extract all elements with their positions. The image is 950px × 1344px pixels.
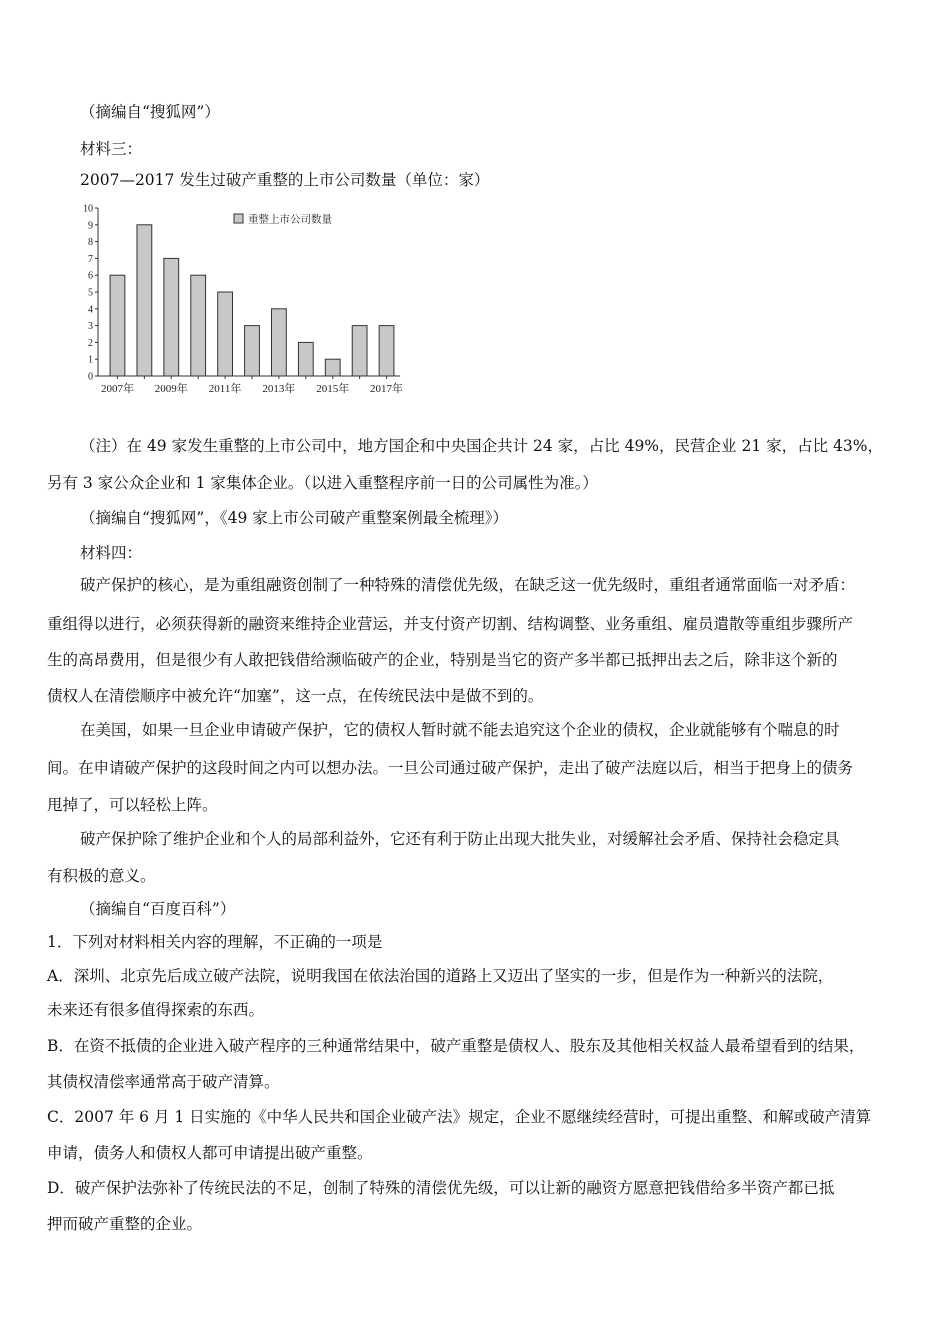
bar-2013年 [272, 309, 287, 376]
option-d-line-1[interactable]: D．破产保护法弥补了传统民法的不足，创制了特殊的清偿优先级，可以让新的融资方愿意把钱借给多半资产都已抵 [47, 1179, 835, 1197]
legend-swatch [234, 214, 243, 223]
y-tick-label: 8 [88, 237, 93, 249]
bar-2010年 [191, 275, 206, 376]
bar-2012年 [245, 326, 260, 376]
y-tick-label: 3 [88, 321, 93, 333]
y-tick-label: 6 [88, 270, 93, 282]
m4-p3-line-2: 有积极的意义。 [47, 867, 156, 885]
bar-2008年 [137, 225, 152, 376]
m4-p2-line-2: 间。在申请破产保护的这段时间之内可以想办法。一旦公司通过破产保护，走出了破产法庭以后，相当于把身上的债务 [47, 759, 854, 777]
x-tick-label: 2011年 [208, 383, 242, 395]
y-tick-label: 7 [88, 253, 93, 265]
y-tick-label: 2 [88, 337, 93, 349]
y-tick-label: 1 [88, 354, 93, 366]
option-c-line-1[interactable]: C．2007 年 6 月 1 日实施的《中华人民共和国企业破产法》规定，企业不愿继续经营时，可提出重整、和解或破产清算 [47, 1108, 872, 1126]
x-tick-label: 2009年 [154, 383, 188, 395]
y-tick-label: 9 [88, 220, 93, 232]
note-line-1: （注）在 49 家发生重整的上市公司中，地方国企和中央国企共计 24 家，占比 49%，民营企业 21 家，占比 43%， [80, 437, 883, 455]
chart-x-ticks [101, 376, 403, 395]
option-b-line-2[interactable]: 其债权清偿率通常高于破产清算。 [47, 1073, 280, 1091]
chart-caption: 2007—2017 发生过破产重整的上市公司数量（单位：家） [80, 171, 490, 189]
bar-2017年 [379, 326, 394, 376]
m4-p3-line-1: 破产保护除了维护企业和个人的局部利益外，它还有利于防止出现大批失业，对缓解社会矛盾、保持社会稳定具 [80, 830, 840, 848]
bar-chart [78, 198, 408, 404]
m4-source: （摘编自“百度百科”） [80, 900, 236, 918]
y-tick-label: 10 [83, 203, 93, 215]
option-b-line-1[interactable]: B．在资不抵债的企业进入破产程序的三种通常结果中，破产重整是债权人、股东及其他相关权益人最希望看到的结果， [47, 1037, 865, 1055]
m4-p2-line-3: 甩掉了，可以轻松上阵。 [47, 796, 218, 814]
x-tick-label: 2015年 [316, 383, 350, 395]
note-source: （摘编自“搜狐网”，《49 家上市公司破产重整案例最全梳理》） [80, 509, 509, 527]
option-c-line-2[interactable]: 申请，债务人和债权人都可申请提出破产重整。 [47, 1144, 373, 1162]
m4-p2-line-1: 在美国，如果一旦企业申请破产保护，它的债权人暂时就不能去追究这个企业的债权，企业就能够有个喘息的时 [80, 721, 840, 739]
chart-bars [110, 225, 394, 376]
bar-2011年 [218, 292, 233, 376]
chart-y-ticks [83, 204, 98, 383]
y-tick-label: 5 [88, 287, 93, 299]
note-line-2: 另有 3 家公众企业和 1 家集体企业。（以进入重整程序前一日的公司属性为准。） [47, 474, 598, 492]
bar-2007年 [110, 275, 125, 376]
option-a-line-1[interactable]: A．深圳、北京先后成立破产法院，说明我国在依法治国的道路上又迈出了坚实的一步，但是作为一种新兴的法院， [47, 967, 834, 985]
question-stem: 1．下列对材料相关内容的理解，不正确的一项是 [47, 933, 383, 951]
m4-p1-line-2: 重组得以进行，必须获得新的融资来维持企业营运，并支付资产切割、结构调整、业务重组、雇员遣散等重组步骤所产 [47, 615, 854, 633]
y-tick-label: 0 [88, 371, 93, 383]
m4-p1-line-4: 债权人在清偿顺序中被允许“加塞”，这一点，在传统民法中是做不到的。 [47, 687, 544, 705]
bar-2015年 [325, 359, 340, 376]
x-tick-label: 2017年 [370, 383, 404, 395]
bar-2016年 [352, 326, 367, 376]
y-tick-label: 4 [88, 304, 93, 316]
option-a-line-2[interactable]: 未来还有很多值得探索的东西。 [47, 1001, 265, 1019]
material-four-heading: 材料四： [80, 544, 143, 562]
m4-p1-line-3: 生的高昂费用，但是很少有人敢把钱借给濒临破产的企业，特别是当它的资产多半都已抵押出去之后，除非这个新的 [47, 651, 838, 669]
bar-2014年 [298, 342, 313, 376]
source-line-sohu: （摘编自“搜狐网”） [80, 103, 220, 121]
material-three-heading: 材料三： [80, 140, 143, 158]
bar-2009年 [164, 258, 179, 376]
option-d-line-2[interactable]: 押而破产重整的企业。 [47, 1215, 203, 1233]
chart-legend [234, 213, 332, 226]
m4-p1-line-1: 破产保护的核心，是为重组融资创制了一种特殊的清偿优先级，在缺乏这一优先级时，重组者通常面临一对矛盾： [80, 576, 856, 594]
legend-label: 重整上市公司数量 [248, 214, 332, 226]
x-tick-label: 2007年 [100, 383, 134, 395]
x-tick-label: 2013年 [262, 383, 296, 395]
